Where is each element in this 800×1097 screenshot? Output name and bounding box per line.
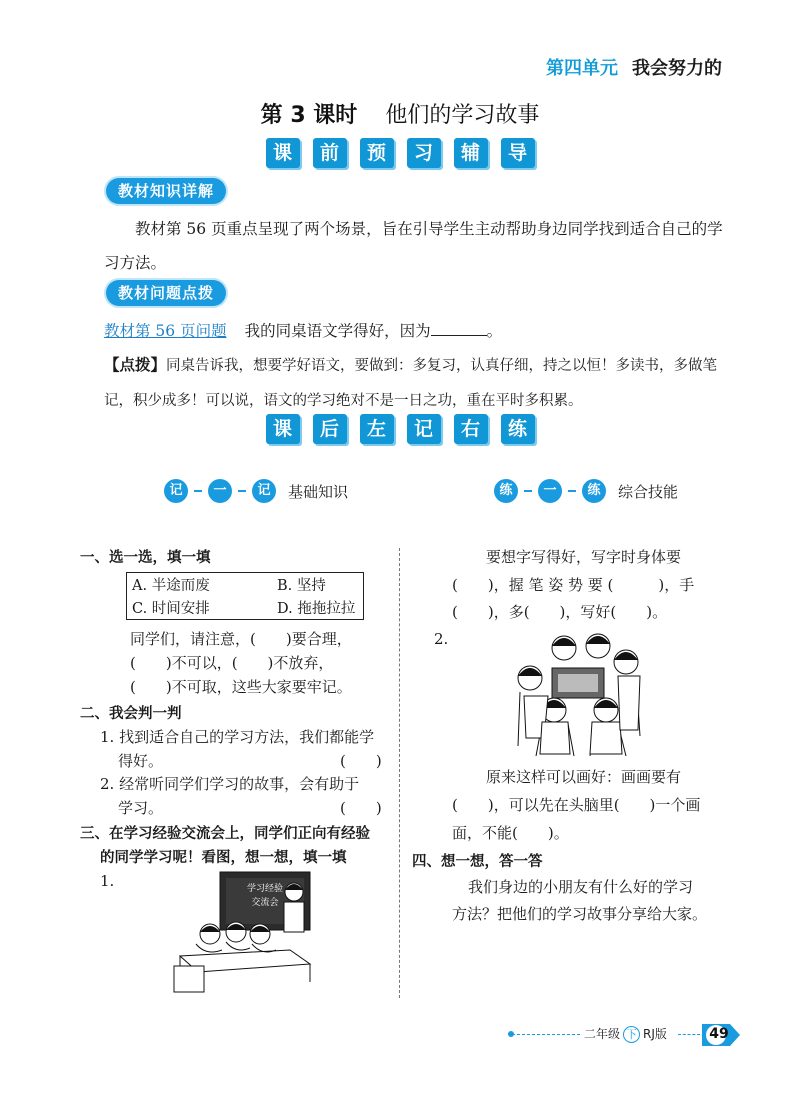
knowledge-paragraph: 教材第 56 页重点呈现了两个场景，旨在引导学生主动帮助身边同学找到适合自己的学习方法。 <box>104 220 723 272</box>
classroom-illustration <box>170 870 316 994</box>
left-column-title: 基础知识 <box>288 482 349 501</box>
q2-title: 二、我会判一判 <box>80 706 182 722</box>
q4-title: 四、想一想，答一答 <box>412 854 543 870</box>
children-drawing <box>514 626 646 758</box>
tip-paragraph <box>104 348 724 418</box>
q1-line: 同学们，请注意，( )要合理， <box>130 630 352 648</box>
textbook-page-link[interactable]: 教材第 56 页问题 <box>104 322 227 340</box>
choice-c: C. 时间安排 <box>132 601 210 617</box>
children-drawing-illustration <box>514 626 646 758</box>
banner-char: 课 <box>266 414 300 444</box>
dash <box>524 490 532 492</box>
right-column-title: 综合技能 <box>618 482 679 501</box>
rc-line: ( )，可以先在头脑里( )一个画 <box>452 796 701 814</box>
head-char: 一 <box>208 479 232 503</box>
tip-text: 同桌告诉我，想要学好语文，要做到：多复习，认真仔细，持之以恒！多读书，多做笔记，积少成多！可以说，语文的学习绝对不是一日之功，重在平时多积累。 <box>104 358 718 409</box>
board-line: 学习经验 <box>246 884 283 894</box>
q2-item: 1. 找到适合自己的学习方法，我们都能学 <box>100 728 375 746</box>
q2-item: 2. 经常听同学们学习的故事，会有助于 <box>100 775 360 793</box>
banner-char: 辅 <box>454 138 488 168</box>
unit-header <box>546 54 722 80</box>
footer-line <box>678 1034 700 1035</box>
question-end: 。 <box>486 322 503 340</box>
right-column-heading <box>494 479 678 503</box>
footer-grade <box>584 1025 667 1043</box>
banner-after-class <box>0 414 800 444</box>
footer-line <box>512 1034 580 1035</box>
banner-char: 右 <box>454 414 488 444</box>
banner-char: 后 <box>313 414 347 444</box>
rc-line: 面，不能( )。 <box>452 824 569 842</box>
q2-item-cont: 得好。 <box>118 752 164 770</box>
lesson-title <box>0 98 800 129</box>
rc-line: ( )，多( )，写好( )。 <box>452 603 668 621</box>
rc-line: 原来这样可以画好：画画要有 <box>486 768 682 786</box>
q1-title: 一、选一选，填一填 <box>80 550 211 566</box>
q3-num: 1. <box>100 872 115 890</box>
rc-num-2: 2. <box>434 630 449 648</box>
q2-item-cont: 学习。 <box>118 799 164 817</box>
banner-char: 习 <box>407 138 441 168</box>
choice-a: A. 半途而废 <box>132 578 210 594</box>
board-line: 交流会 <box>251 898 279 908</box>
head-char: 练 <box>494 479 518 503</box>
q4-line: 我们身边的小朋友有什么好的学习 <box>468 878 694 896</box>
lesson-name: 他们的学习故事 <box>385 103 540 128</box>
banner-char: 左 <box>360 414 394 444</box>
section-pill-knowledge: 教材知识详解 <box>106 178 226 204</box>
banner-char: 预 <box>360 138 394 168</box>
choice-d: D. 拖拖拉拉 <box>277 601 356 617</box>
q1-line: ( )不可取，这些大家要牢记。 <box>130 678 352 696</box>
banner-char: 记 <box>407 414 441 444</box>
left-column-heading <box>164 479 348 503</box>
judge-paren[interactable]: ( ) <box>340 799 382 817</box>
tip-label: 【点拨】 <box>104 355 167 374</box>
banner-char: 课 <box>266 138 300 168</box>
choice-b: B. 坚持 <box>277 578 326 594</box>
footer-term: 下 <box>623 1026 640 1043</box>
board-caption <box>230 882 300 910</box>
banner-char: 导 <box>501 138 535 168</box>
banner-char: 练 <box>501 414 535 444</box>
q3-title: 三、在学习经验交流会上，同学们正向有经验 <box>80 826 370 842</box>
unit-number: 第四单元 <box>546 58 618 79</box>
column-divider <box>399 548 400 998</box>
banner-char: 前 <box>313 138 347 168</box>
dash <box>568 490 576 492</box>
question-text: 我的同桌语文学得好，因为 <box>244 322 431 340</box>
q4-line: 方法？把他们的学习故事分享给大家。 <box>452 905 708 923</box>
unit-title: 我会努力的 <box>632 58 722 79</box>
footer-edition: RJ版 <box>643 1027 667 1041</box>
rc-line: ( )，握 笔 姿 势 要 ( )，手 <box>452 576 695 594</box>
head-char: 练 <box>582 479 606 503</box>
section-pill-question: 教材问题点拨 <box>106 280 226 306</box>
page-number: 49 <box>709 1026 729 1042</box>
judge-paren[interactable]: ( ) <box>340 752 382 770</box>
dash <box>238 490 246 492</box>
q1-line: ( )不可以，( )不放弃， <box>130 654 334 672</box>
banner-preview-guide <box>0 138 800 168</box>
q3-title-cont: 的同学学习呢！看图，想一想，填一填 <box>100 850 347 866</box>
footer-grade-text: 二年级 <box>584 1027 621 1041</box>
head-char: 记 <box>164 479 188 503</box>
rc-line: 要想字写得好，写字时身体要 <box>486 548 682 566</box>
head-char: 记 <box>252 479 276 503</box>
lesson-number: 第 3 课时 <box>260 103 358 128</box>
dash <box>194 490 202 492</box>
textbook-question <box>104 314 724 348</box>
head-char: 一 <box>538 479 562 503</box>
answer-blank[interactable] <box>431 321 487 336</box>
